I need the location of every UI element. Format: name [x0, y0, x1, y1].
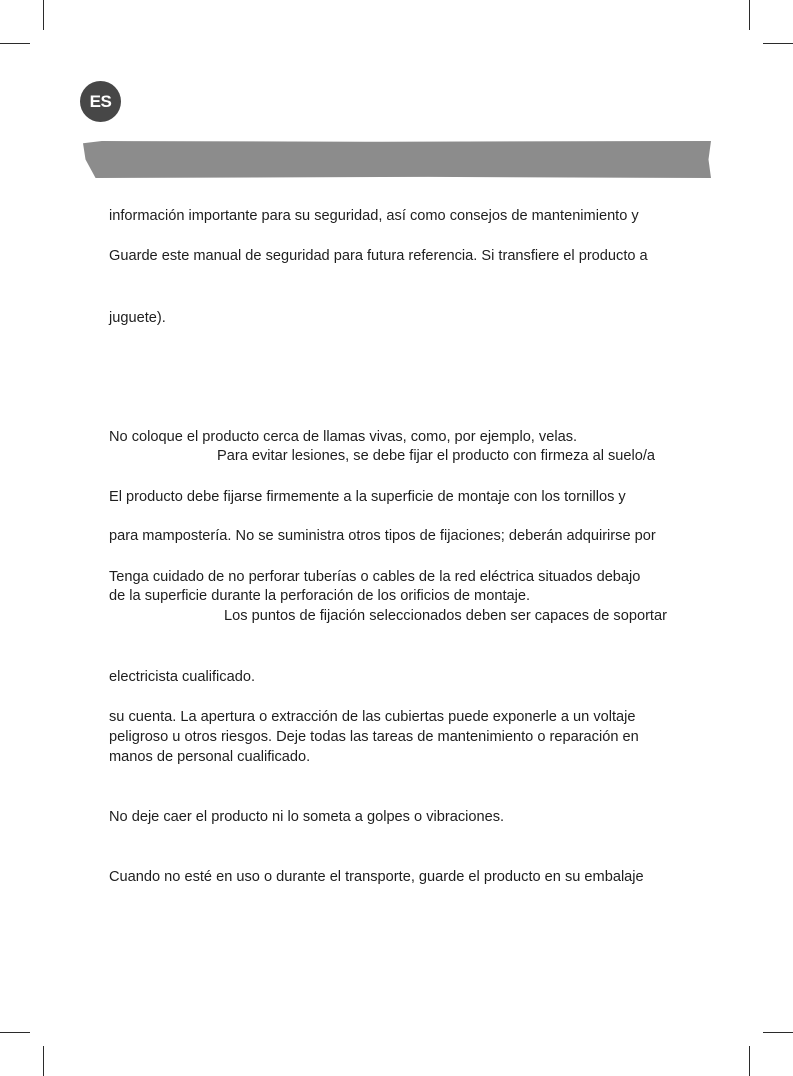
text-line: Para evitar lesiones, se debe fijar el producto con firmeza al suelo/a [217, 448, 656, 464]
crop-mark-bottom-right [749, 1046, 750, 1076]
text-line: No coloque el producto cerca de llamas vivas, como, por ejemplo, velas. [109, 429, 578, 445]
text-line: para mampostería. No se suministra otros tipos de fijaciones; deberán adquirirse por [109, 528, 656, 544]
crop-mark-bottom-left [0, 1032, 30, 1033]
text-line: manos de personal cualificado. [109, 749, 311, 765]
text-line: información importante para su seguridad, así como consejos de mantenimiento y [109, 208, 639, 224]
crop-mark-top-left [43, 0, 44, 30]
crop-mark-top-right [749, 0, 750, 30]
crop-mark-bottom-right [763, 1032, 793, 1033]
text-line: electricista cualificado. [109, 669, 256, 685]
crop-mark-top-right [763, 43, 793, 44]
text-line: su cuenta. La apertura o extracción de las cubiertas puede exponerle a un voltaje [109, 709, 636, 725]
text-line: juguete). [109, 310, 166, 326]
crop-mark-top-left [0, 43, 30, 44]
language-badge: ES [80, 81, 121, 122]
text-line: Cuando no esté en uso o durante el transporte, guarde el producto en su embalaje [109, 869, 644, 885]
text-line: Tenga cuidado de no perforar tuberías o cables de la red eléctrica situados debajo [109, 569, 641, 585]
text-line: de la superficie durante la perforación de los orificios de montaje. [109, 588, 531, 604]
section-header-bar [83, 141, 711, 178]
text-line: Guarde este manual de seguridad para futura referencia. Si transfiere el producto a [109, 248, 648, 264]
text-line: peligroso u otros riesgos. Deje todas las tareas de mantenimiento o reparación en [109, 729, 639, 745]
text-line: Los puntos de fijación seleccionados deben ser capaces de soportar [224, 608, 667, 624]
text-line: No deje caer el producto ni lo someta a golpes o vibraciones. [109, 809, 505, 825]
crop-mark-bottom-left [43, 1046, 44, 1076]
text-line: El producto debe fijarse firmemente a la superficie de montaje con los tornillos y [109, 489, 626, 505]
